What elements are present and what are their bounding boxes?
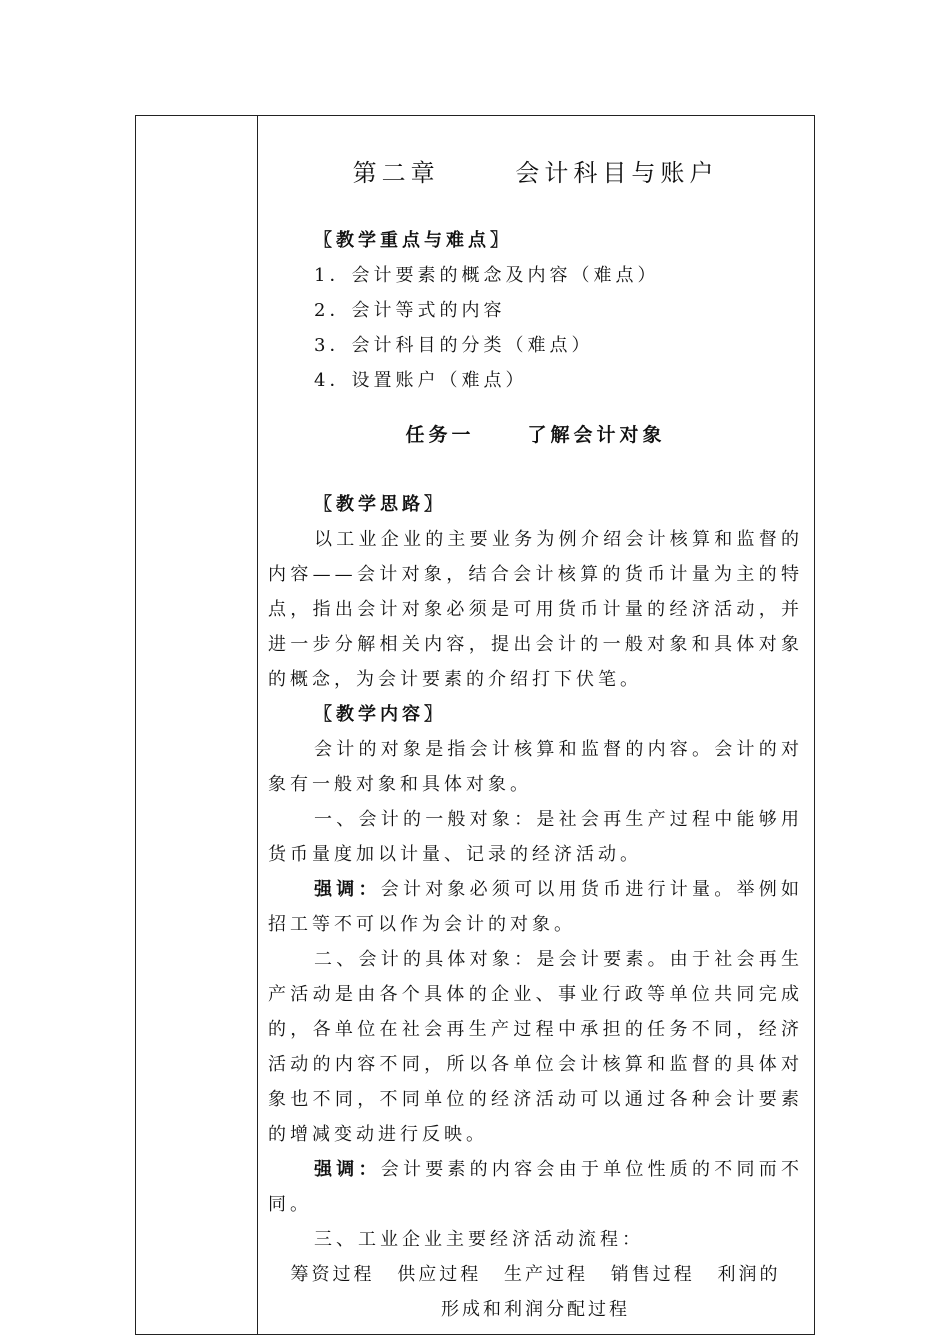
general-object-paragraph: 一、会计的一般对象：是社会再生产过程中能够用货币量度加以计量、记录的经济活动。 [268, 809, 803, 865]
task-title: 任务一 了解会计对象 [405, 424, 666, 446]
process-steps-tail: 形成和利润分配过程 [441, 1299, 630, 1320]
process-step: 供应过程 [397, 1264, 482, 1285]
process-step: 筹资过程 [290, 1264, 375, 1285]
chapter-title: 第二章 会计科目与账户 [352, 159, 719, 187]
key-point-item: 2．会计等式的内容 [314, 300, 506, 321]
emphasis-text: 会计要素的内容会由于单位性质的不同而不同。 [268, 1159, 804, 1215]
key-point-item: 1．会计要素的概念及内容（难点） [314, 265, 660, 286]
content-intro-paragraph: 会计的对象是指会计核算和监督的内容。会计的对象有一般对象和具体对象。 [268, 739, 803, 795]
flow-heading-paragraph: 三、工业企业主要经济活动流程： [314, 1229, 644, 1250]
key-point-item: 3．会计科目的分类（难点） [314, 335, 594, 356]
spacer [268, 453, 803, 487]
content-column [258, 116, 814, 1334]
content-heading: 〖教学内容〗 [314, 704, 446, 725]
process-step: 生产过程 [504, 1264, 588, 1285]
document-table [135, 115, 815, 1335]
key-point-item: 4．设置账户（难点） [314, 370, 528, 391]
process-step: 销售过程 [610, 1264, 695, 1285]
process-step: 利润的 [717, 1264, 781, 1285]
emphasis-label: 强调： [314, 879, 381, 900]
emphasis-paragraph-1 [268, 872, 803, 942]
approach-paragraph: 以工业企业的主要业务为例介绍会计核算和监督的内容——会计对象，结合会计核算的货币计量为主的特点，指出会计对象必须是可用货币计量的经济活动，并进一步分解相关内容，提出会计的一般对象和具体对象的概念，为会计要素的介绍打下伏笔。 [268, 529, 803, 690]
content-flow [268, 223, 803, 1327]
left-margin-column [136, 116, 258, 1334]
key-points-heading: 〖教学重点与难点〗 [314, 230, 512, 251]
emphasis-label: 强调： [314, 1159, 381, 1180]
approach-heading: 〖教学思路〗 [314, 494, 446, 515]
specific-object-paragraph: 二、会计的具体对象：是会计要素。由于社会再生产活动是由各个具体的企业、事业行政等单位共同完成的，各单位在社会再生产过程中承担的任务不同，经济活动的内容不同，所以各单位会计核算和监督的具体对象也不同，不同单位的经济活动可以通过各种会计要素的增减变动进行反映。 [268, 949, 803, 1145]
emphasis-paragraph-2 [268, 1152, 803, 1222]
process-steps-line [268, 1257, 803, 1292]
emphasis-text: 会计对象必须可以用货币进行计量。举例如招工等不可以作为会计的对象。 [268, 879, 804, 935]
